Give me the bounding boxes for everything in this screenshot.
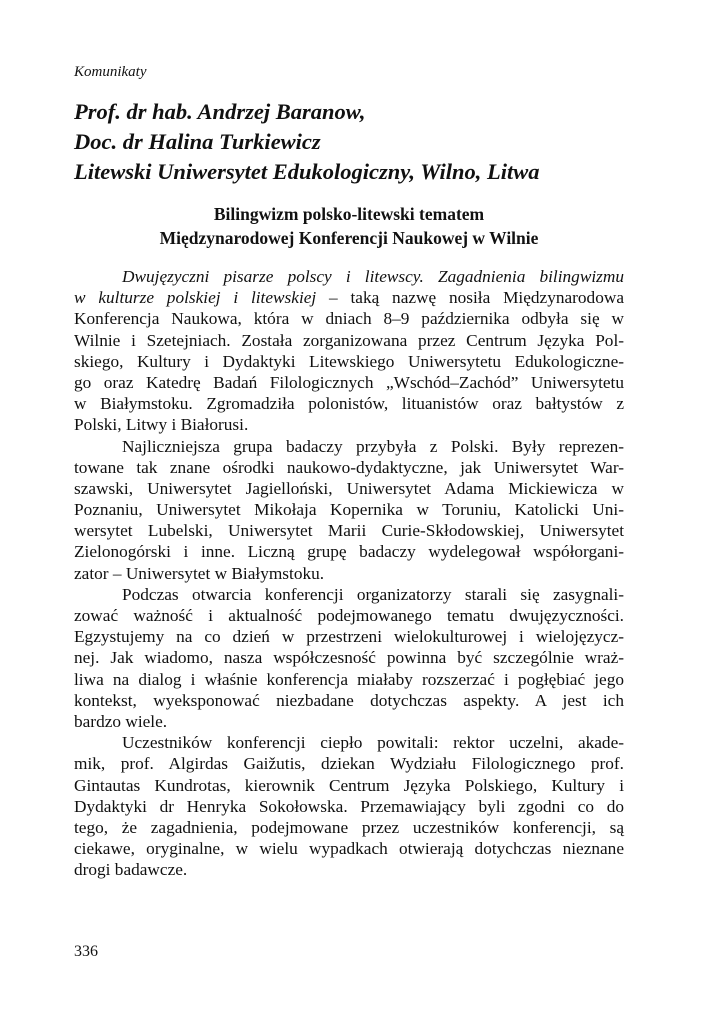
body-line: mik, prof. Algirdas Gaižutis, dziekan Wydziału Filologicznego prof. <box>74 754 624 774</box>
body-line: w Białymstoku. Zgromadziła polonistów, lituanistów oraz bałtystów z <box>74 394 624 414</box>
body-line: Najliczniejsza grupa badaczy przybyła z Polski. Były reprezen- <box>122 436 624 456</box>
paragraph-4 <box>74 732 624 880</box>
body-line: Uczestników konferencji ciepło powitali: rektor uczelni, akade- <box>122 733 624 753</box>
body-line: Polski, Litwy i Białorusi. <box>74 415 249 435</box>
affiliation-line: Litewski Uniwersytet Edukologiczny, Wilno, Litwa <box>74 159 540 184</box>
body-line: Konferencja Naukowa, która w dniach 8–9 października odbyła się w <box>74 309 624 329</box>
body-line: Wilnie i Szetejniach. Została zorganizowana przez Centrum Języka Pol- <box>74 330 624 350</box>
body-text: – taką nazwę nosiła Międzynarodowa <box>316 288 624 308</box>
body-line: nej. Jak wiadomo, nasza współczesność powinna być szczególnie wraż- <box>74 648 624 668</box>
body-line: zator – Uniwersytet w Białymstoku. <box>74 563 325 583</box>
body-line: tego, że zagadnienia, podejmowane przez uczestników konferencji, są <box>74 817 624 837</box>
paragraph-1 <box>74 266 624 436</box>
body-line: towane tak znane ośrodki naukowo-dydaktyczne, jak Uniwersytet War- <box>74 457 624 477</box>
body-line: Zielonogórski i inne. Liczną grupę badaczy wydelegował współorgani- <box>74 542 624 562</box>
body-line: go oraz Katedrę Badań Filologicznych „Wschód–Zachód” Uniwersytetu <box>74 372 624 392</box>
body-line: bardzo wiele. <box>74 711 168 731</box>
section-label: Komunikaty <box>74 64 147 80</box>
body-line: szawski, Uniwersytet Jagielloński, Uniwersytet Adama Mickiewicza w <box>74 478 624 498</box>
body-line: wersytet Lubelski, Uniwersytet Marii Curie-Skłodowskiej, Uniwersytet <box>74 521 624 541</box>
body-line <box>74 287 624 308</box>
author-line-2: Doc. dr Halina Turkiewicz <box>74 129 321 154</box>
body-line: Dydaktyki dr Henryka Sokołowska. Przemawiający byli zgodni co do <box>74 796 624 816</box>
body-line: kontekst, wyeksponować niezbadane dotychczas aspekty. A jest ich <box>74 690 624 710</box>
title-line-1: Bilingwizm polsko-litewski tematem <box>213 204 485 224</box>
body-line: Gintautas Kundrotas, kierownik Centrum Języka Polskiego, Kultury i <box>74 775 624 795</box>
author-line-1: Prof. dr hab. Andrzej Baranow, <box>74 99 366 124</box>
paragraph-2 <box>74 436 624 584</box>
paragraph-3 <box>74 584 624 732</box>
italic-phrase: w kulturze polskiej i litewskiej <box>74 288 317 308</box>
body-line: drogi badawcze. <box>74 860 188 880</box>
body-line: Poznaniu, Uniwersytet Mikołaja Kopernika w Toruniu, Katolicki Uni- <box>74 500 624 520</box>
page-number: 336 <box>74 943 98 960</box>
body-line: Egzystujemy na co dzień w przestrzeni wielokulturowej i wielojęzycz- <box>74 627 624 647</box>
body-line: liwa na dialog i właśnie konferencja miałaby rozszerzać i pogłębiać jego <box>74 669 624 689</box>
article-title <box>74 202 624 250</box>
article-body <box>74 266 624 880</box>
body-line: ciekawe, oryginalne, w wielu wypadkach otwierają dotychczas nieznane <box>74 839 624 859</box>
body-line: Podczas otwarcia konferencji organizatorzy starali się zasygnali- <box>122 584 624 604</box>
author-block <box>74 97 539 187</box>
title-line-2: Międzynarodowej Konferencji Naukowej w Wilnie <box>159 228 539 248</box>
body-line: Dwujęzyczni pisarze polscy i litewscy. Zagadnienia bilingwizmu <box>122 267 624 286</box>
body-line: zować ważność i aktualność podejmowanego tematu dwujęzyczności. <box>74 606 624 625</box>
body-line: skiego, Kultury i Dydaktyki Litewskiego Uniwersytetu Edukologiczne- <box>74 351 624 371</box>
